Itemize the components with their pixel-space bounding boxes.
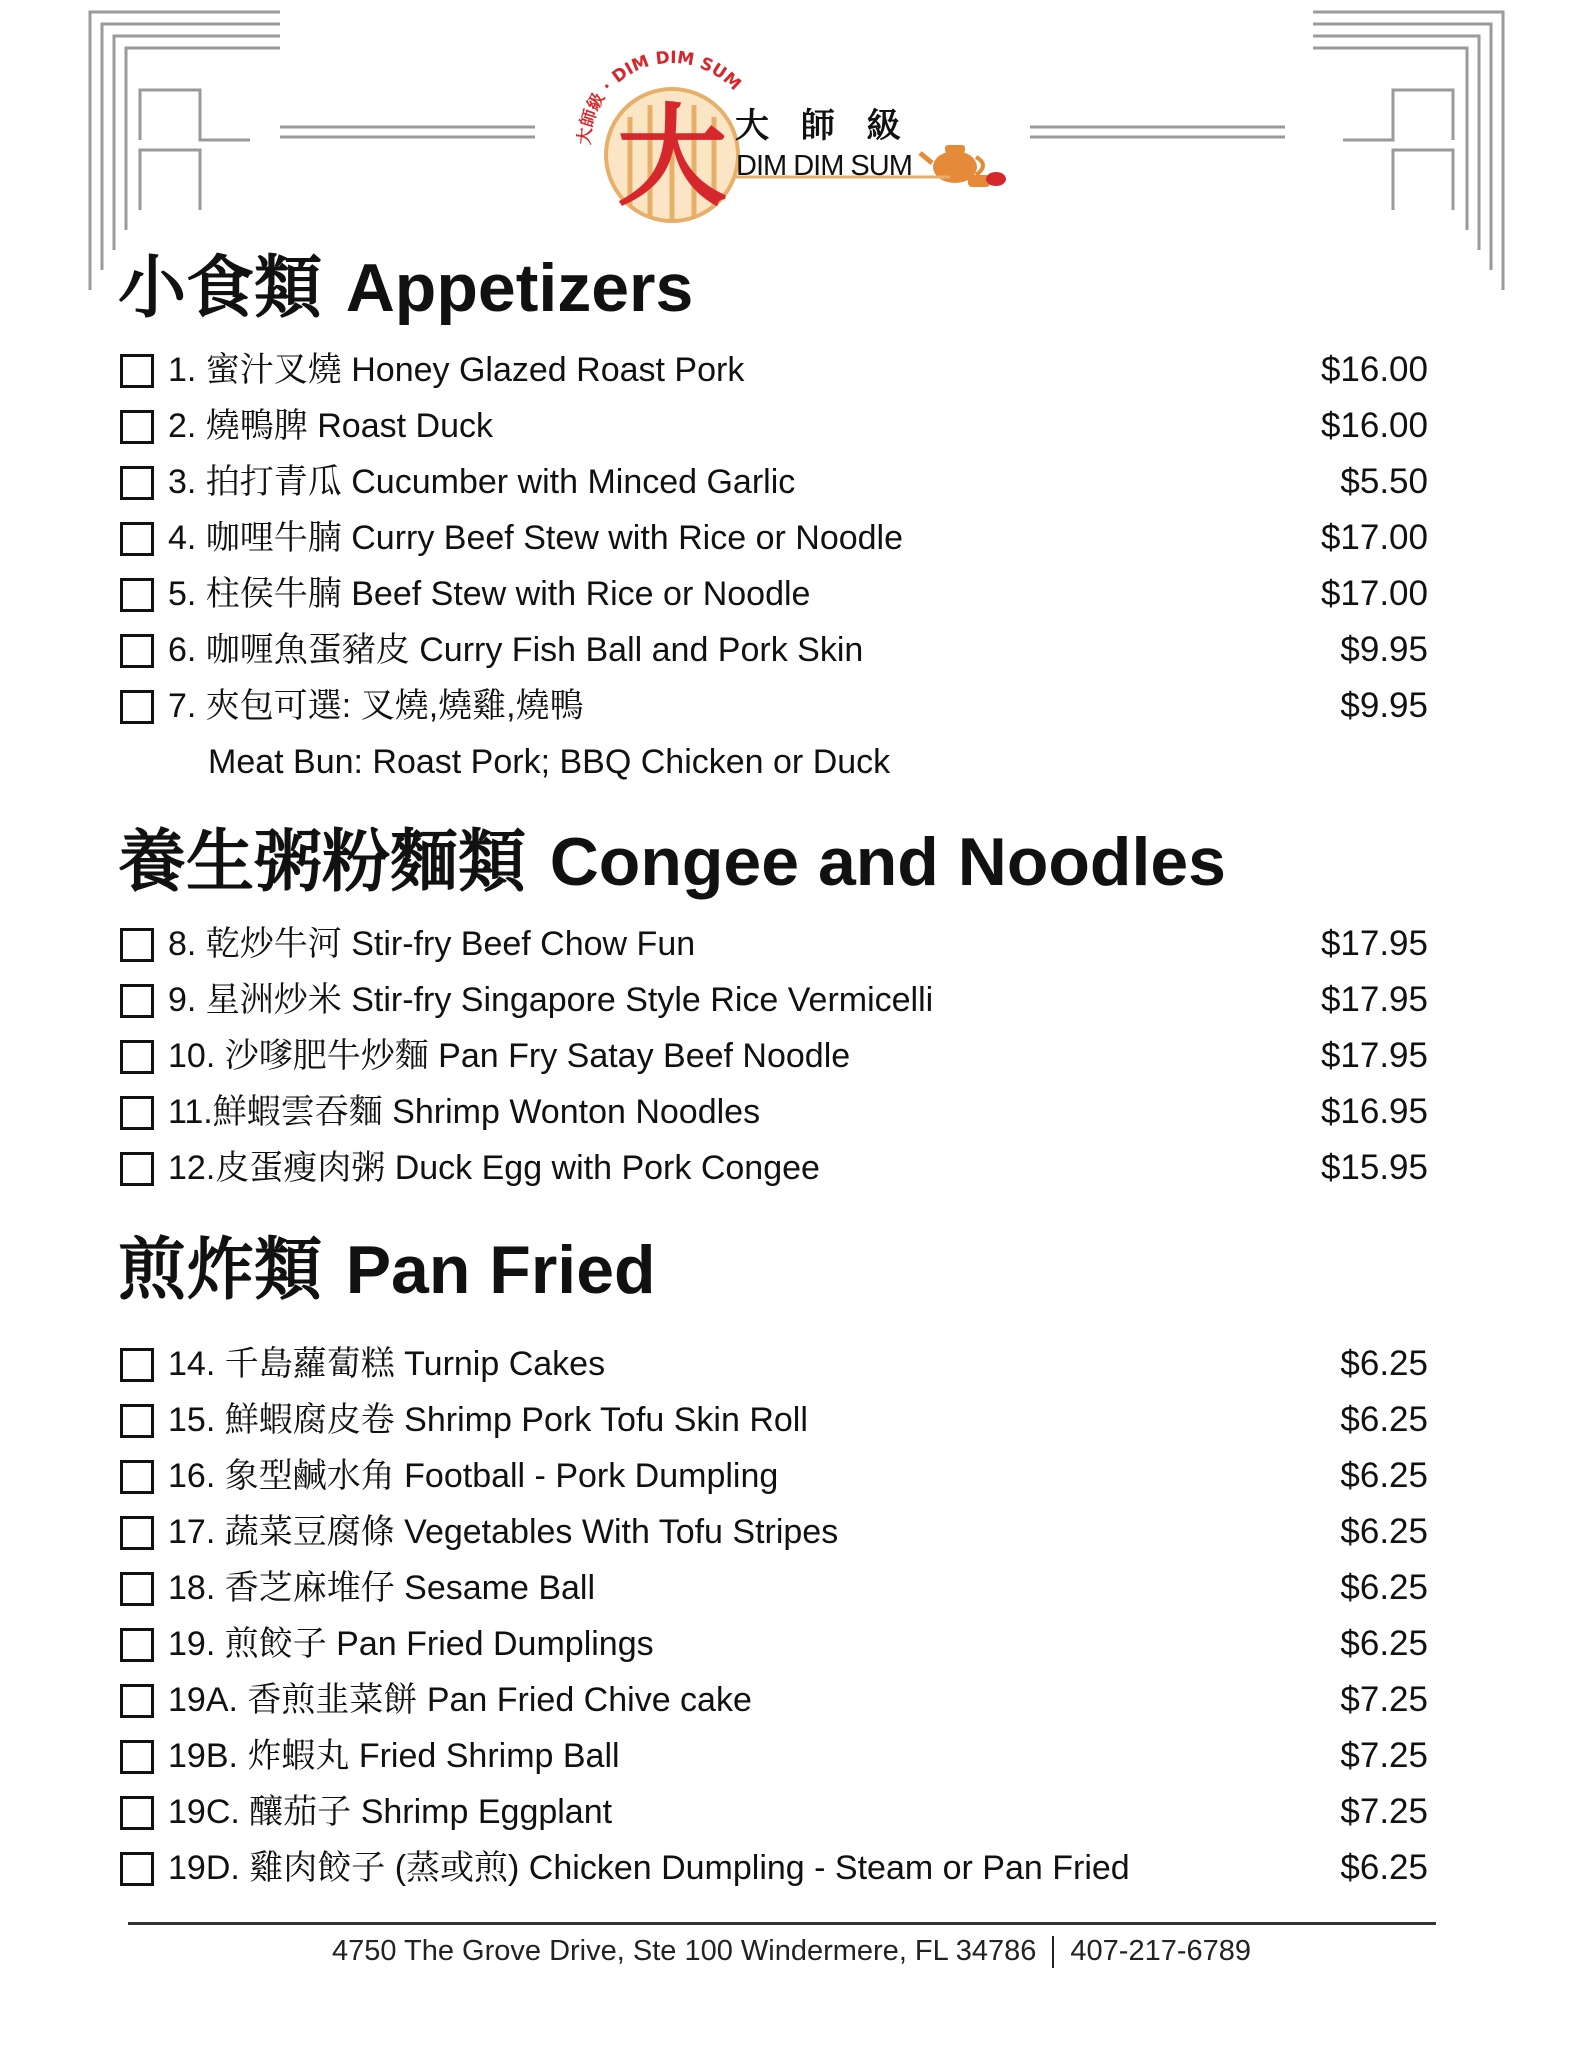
header-rule-right [1030, 122, 1285, 142]
item-price: $16.95 [1320, 1092, 1428, 1131]
order-checkbox[interactable] [120, 1740, 154, 1774]
section-title-en: Congee and Noodles [549, 824, 1226, 900]
footer-address: 4750 The Grove Drive, Ste 100 Windermere, FL 34786 [331, 1935, 1037, 1967]
item-label: 16. 象型鹹水角 Football - Pork Dumpling [168, 1457, 779, 1495]
item-sub-label: Meat Bun: Roast Pork; BBQ Chicken or Duck [208, 743, 891, 781]
order-checkbox[interactable] [120, 1460, 154, 1494]
item-label: 10. 沙嗲肥牛炒麵 Pan Fry Satay Beef Noodle [168, 1037, 851, 1075]
item-price: $15.95 [1320, 1148, 1428, 1187]
menu-item [118, 1730, 1428, 1782]
section-title-cn: 煎炸類 [118, 1231, 323, 1310]
footer-phone: 407-217-6789 [1070, 1935, 1252, 1967]
item-label: 8. 乾炒牛河 Stir-fry Beef Chow Fun [168, 925, 696, 963]
item-price: $7.25 [1340, 1680, 1428, 1719]
item-label: 14. 千島蘿蔔糕 Turnip Cakes [168, 1345, 606, 1383]
menu-item [118, 680, 1428, 732]
item-price: $6.25 [1340, 1512, 1428, 1551]
menu-item [118, 974, 1428, 1026]
item-price: $7.25 [1340, 1736, 1428, 1775]
menu-item [118, 624, 1428, 676]
order-checkbox[interactable] [120, 1852, 154, 1886]
menu-item [118, 1674, 1428, 1726]
menu-item [118, 1394, 1428, 1446]
item-price: $6.25 [1340, 1568, 1428, 1607]
item-price: $6.25 [1340, 1344, 1428, 1383]
menu-item [118, 1142, 1428, 1194]
item-label: 6. 咖喱魚蛋豬皮 Curry Fish Ball and Pork Skin [168, 631, 864, 669]
section-title-en: Pan Fried [345, 1232, 656, 1308]
section-title-en: Appetizers [345, 250, 694, 326]
section-title-cn: 小食類 [118, 249, 323, 328]
item-label: 5. 柱侯牛腩 Beef Stew with Rice or Noodle [168, 575, 811, 613]
item-price: $17.95 [1320, 980, 1428, 1019]
menu-item [118, 512, 1428, 564]
footer-contact [0, 1930, 1583, 1972]
order-checkbox[interactable] [120, 1628, 154, 1662]
item-price: $6.25 [1340, 1400, 1428, 1439]
order-checkbox[interactable] [120, 1796, 154, 1830]
item-label: 19C. 釀茄子 Shrimp Eggplant [168, 1793, 613, 1831]
logo-name-en: DIM DIM SUM [736, 150, 912, 182]
menu-item [118, 1450, 1428, 1502]
item-label: 19B. 炸蝦丸 Fried Shrimp Ball [168, 1737, 620, 1775]
menu-item [118, 1562, 1428, 1614]
order-checkbox[interactable] [120, 522, 154, 556]
item-price: $17.95 [1320, 924, 1428, 963]
footer-separator [1052, 1936, 1054, 1968]
order-checkbox[interactable] [120, 1348, 154, 1382]
order-checkbox[interactable] [120, 578, 154, 612]
item-price: $17.95 [1320, 1036, 1428, 1075]
corner-frame-left [80, 0, 280, 290]
item-label: 19D. 雞肉餃子 (蒸或煎) Chicken Dumpling - Steam or Pan Fried [168, 1849, 1130, 1887]
logo-big-char: 大 [617, 93, 727, 221]
menu-item [118, 1086, 1428, 1138]
item-label: 1. 蜜汁叉燒 Honey Glazed Roast Pork [168, 351, 745, 389]
order-checkbox[interactable] [120, 690, 154, 724]
order-checkbox[interactable] [120, 1516, 154, 1550]
section-title-appetizers [118, 249, 694, 328]
item-label: 19A. 香煎韭菜餅 Pan Fried Chive cake [168, 1681, 752, 1719]
menu-item [118, 456, 1428, 508]
item-price: $6.25 [1340, 1848, 1428, 1887]
menu-item [118, 1618, 1428, 1670]
item-price: $7.25 [1340, 1792, 1428, 1831]
item-label: 18. 香芝麻堆仔 Sesame Ball [168, 1569, 596, 1607]
order-checkbox[interactable] [120, 984, 154, 1018]
order-checkbox[interactable] [120, 928, 154, 962]
footer-divider [128, 1922, 1436, 1925]
menu-item [118, 1786, 1428, 1838]
section-title-pan-fried [118, 1231, 656, 1310]
order-checkbox[interactable] [120, 354, 154, 388]
item-label: 7. 夾包可選: 叉燒,燒雞,燒鴨 [168, 687, 584, 725]
item-price: $6.25 [1340, 1456, 1428, 1495]
logo-name-cn: 大 師 級 [735, 106, 911, 146]
order-checkbox[interactable] [120, 1096, 154, 1130]
item-price: $5.50 [1340, 462, 1428, 501]
header-rule-left [280, 122, 535, 142]
teapot-icon [920, 145, 1006, 187]
item-price: $17.00 [1320, 574, 1428, 613]
item-label: 19. 煎餃子 Pan Fried Dumplings [168, 1625, 654, 1663]
item-price: $17.00 [1320, 518, 1428, 557]
order-checkbox[interactable] [120, 466, 154, 500]
order-checkbox[interactable] [120, 1040, 154, 1074]
menu-item [118, 1030, 1428, 1082]
item-label: 17. 蔬菜豆腐條 Vegetables With Tofu Stripes [168, 1513, 839, 1551]
item-label: 9. 星洲炒米 Stir-fry Singapore Style Rice Vermicelli [168, 981, 934, 1019]
item-label: 3. 拍打青瓜 Cucumber with Minced Garlic [168, 463, 796, 501]
item-label: 11.鮮蝦雲吞麵 Shrimp Wonton Noodles [168, 1093, 761, 1131]
order-checkbox[interactable] [120, 1684, 154, 1718]
order-checkbox[interactable] [120, 1152, 154, 1186]
item-price: $16.00 [1320, 406, 1428, 445]
order-checkbox[interactable] [120, 1572, 154, 1606]
item-label: 4. 咖哩牛腩 Curry Beef Stew with Rice or Noodle [168, 519, 904, 557]
logo-arc-text: 大師級 · DIM DIM SUM [574, 47, 745, 146]
order-checkbox[interactable] [120, 1404, 154, 1438]
menu-item [118, 400, 1428, 452]
menu-item [118, 568, 1428, 620]
item-label: 15. 鮮蝦腐皮卷 Shrimp Pork Tofu Skin Roll [168, 1401, 808, 1439]
item-price: $6.25 [1340, 1624, 1428, 1663]
item-price: $9.95 [1340, 630, 1428, 669]
section-title-congee-noodles [118, 823, 1226, 902]
item-label: 2. 燒鴨脾 Roast Duck [168, 407, 493, 445]
item-price: $16.00 [1320, 350, 1428, 389]
section-title-cn: 養生粥粉麵類 [118, 823, 527, 902]
order-checkbox[interactable] [120, 410, 154, 444]
menu-item [118, 1842, 1428, 1894]
menu-item [118, 1338, 1428, 1390]
order-checkbox[interactable] [120, 634, 154, 668]
item-label: 12.皮蛋瘦肉粥 Duck Egg with Pork Congee [168, 1149, 820, 1187]
corner-frame-right [1313, 0, 1513, 290]
menu-item [118, 918, 1428, 970]
menu-item [118, 344, 1428, 396]
menu-item [118, 1506, 1428, 1558]
item-price: $9.95 [1340, 686, 1428, 725]
